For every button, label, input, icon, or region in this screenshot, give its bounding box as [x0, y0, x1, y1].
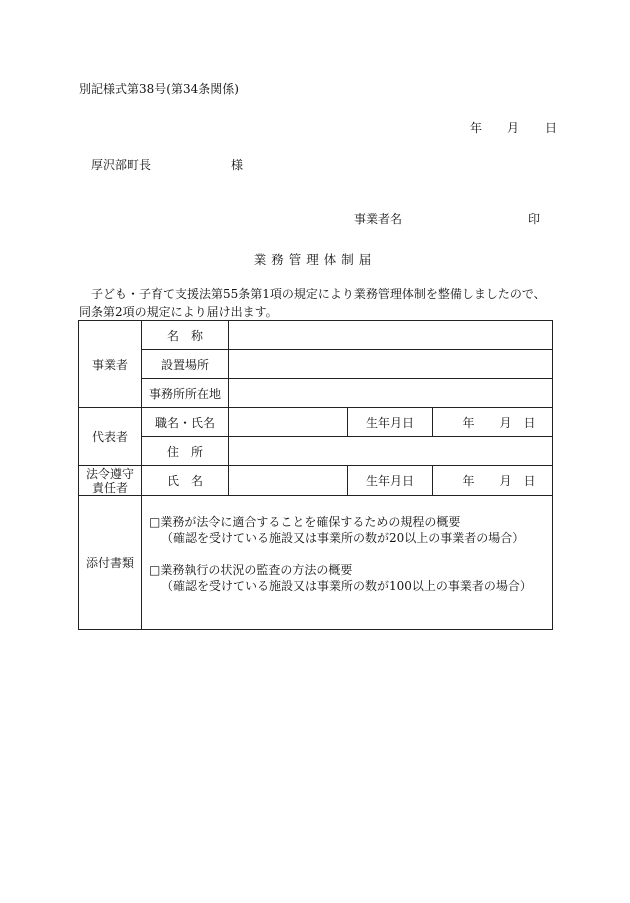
compliance-line-1: 法令遵守 — [85, 466, 134, 481]
label-business-name: 名 称 — [142, 321, 229, 350]
attachment-item[interactable] — [149, 562, 552, 594]
label-title-name: 職名・氏名 — [142, 408, 229, 437]
officer-year-label: 年 — [462, 474, 475, 488]
submission-date — [470, 119, 557, 136]
label-rep-birthdate: 生年月日 — [348, 408, 433, 437]
attachments-list — [142, 496, 553, 630]
applicant-label: 事業者名 — [354, 212, 403, 226]
field-rep-address[interactable] — [229, 437, 553, 466]
label-location: 設置場所 — [142, 350, 229, 379]
officer-day-label: 日 — [523, 474, 536, 488]
field-location[interactable] — [229, 350, 553, 379]
field-rep-birthdate[interactable] — [433, 408, 553, 437]
document-title: 業務管理体制届 — [253, 252, 377, 267]
officer-month-label: 月 — [499, 474, 512, 488]
addressee-name: 厚沢部町長 — [91, 158, 152, 172]
label-officer-birthdate: 生年月日 — [348, 466, 433, 496]
attachment-note: （確認を受けている施設又は事業所の数が100以上の事業者の場合） — [161, 579, 532, 593]
body-text: 子ども・子育て支援法第55条第1項の規定により業務管理体制を整備しましたので、同条第2項の規定により届け出ます。 — [79, 287, 546, 319]
form-number: 別記様式第38号(第34条関係) — [79, 82, 239, 96]
section-representative: 代表者 — [79, 408, 142, 466]
date-year-label: 年 — [470, 121, 483, 135]
rep-day-label: 日 — [523, 415, 536, 430]
date-month-label: 月 — [507, 121, 520, 135]
label-office-address: 事務所所在地 — [142, 379, 229, 408]
attachment-label: □業務執行の状況の監査の方法の概要 — [149, 563, 353, 577]
label-rep-address: 住 所 — [142, 437, 229, 466]
rep-month-label: 月 — [499, 415, 512, 430]
section-business: 事業者 — [79, 321, 142, 408]
attachment-item[interactable] — [149, 514, 552, 546]
applicant-line — [354, 210, 541, 227]
registration-table — [78, 320, 553, 630]
field-title-name[interactable] — [229, 408, 348, 437]
addressee — [91, 156, 244, 173]
field-officer-name[interactable] — [229, 466, 348, 496]
section-attachments: 添付書類 — [79, 496, 142, 630]
compliance-line-2: 責任者 — [91, 480, 128, 495]
label-officer-name: 氏 名 — [142, 466, 229, 496]
seal-mark: 印 — [528, 212, 541, 226]
field-officer-birthdate[interactable] — [433, 466, 553, 496]
date-day-label: 日 — [545, 121, 558, 135]
attachment-note: （確認を受けている施設又は事業所の数が20以上の事業者の場合） — [161, 531, 525, 545]
body-paragraph — [79, 285, 554, 321]
rep-year-label: 年 — [462, 415, 475, 430]
section-compliance-officer — [79, 466, 142, 496]
attachment-label: □業務が法令に適合することを確保するための規程の概要 — [149, 515, 461, 529]
field-office-address[interactable] — [229, 379, 553, 408]
honorific: 様 — [231, 158, 244, 172]
field-business-name[interactable] — [229, 321, 553, 350]
